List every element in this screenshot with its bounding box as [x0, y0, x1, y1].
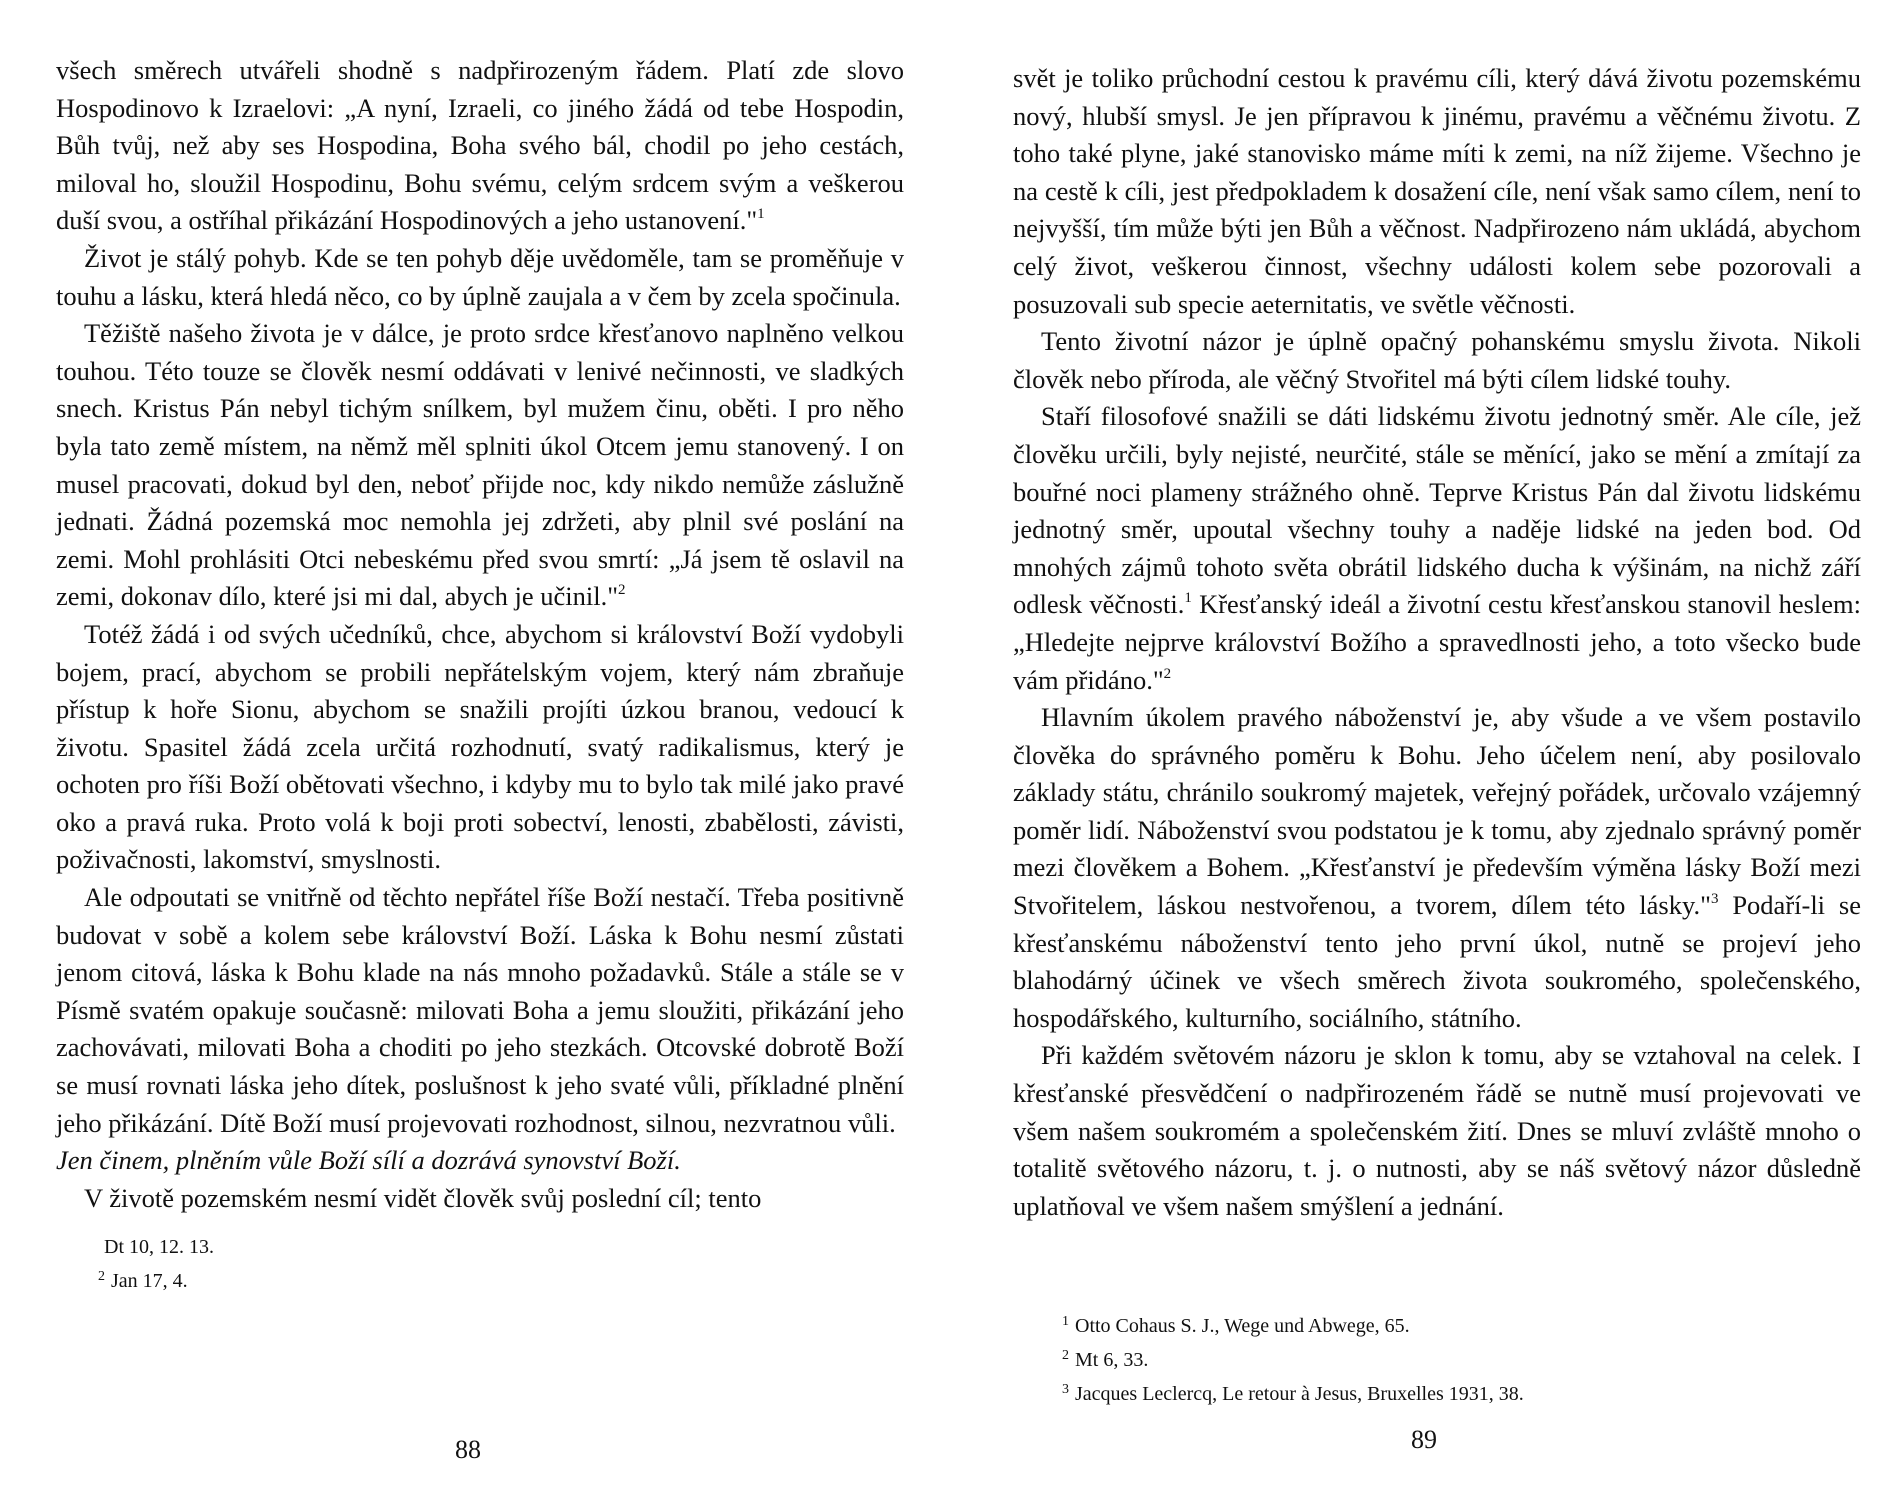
footnote-mark: 2: [1062, 1348, 1069, 1363]
footnote-reference: 1: [757, 206, 765, 223]
footnote: $^2$ Mt 6, 33.: [1062, 1348, 1149, 1371]
page-number: 88: [455, 1435, 481, 1464]
italic-line: Jen činem, plněním vůle Boží sílí a dozrává synovství Boží.: [56, 1145, 681, 1176]
footnote: $^2$ Jan 17, 4.: [98, 1269, 188, 1292]
paragraph: Život je stálý pohyb. Kde se ten pohyb děje uvědoměle, tam se proměňuje v touhu a lásku, která hledá něco, co by úplně zaujala a v čem by zcela spočinula.: [56, 242, 904, 311]
paragraph: všech směrech utvářeli shodně s nadpřirozeným řádem. Platí zde slovo Hospodinovo k Izraelovi: „A nyní, Izraeli, co jiného žádá od tebe Hospodin, Bůh tvůj, než aby ses Hospodina, Boha svého bál, chodil po jeho cestách, miloval ho, sloužil Hospodinu, Bohu svému, celým srdcem svým a veškerou duší svou, a ostříhal přikázání Hospodinových a jeho ustanovení."$^1$: [56, 55, 904, 236]
footnote-mark: 2: [98, 1269, 105, 1284]
footnotes: [98, 1228, 214, 1296]
footnote: Dt 10, 12. 13.: [104, 1236, 214, 1258]
footnotes: [1062, 1307, 1524, 1409]
right-page: [951, 0, 1902, 1500]
footnote-mark: 1: [1062, 1314, 1069, 1329]
left-page-body: [56, 52, 904, 1217]
page-number: 89: [1411, 1425, 1437, 1454]
footnote-mark: 3: [1062, 1382, 1069, 1397]
footnote: $^3$ Jacques Leclercq, Le retour à Jesus, Bruxelles 1931, 38.: [1062, 1382, 1524, 1405]
paragraph: Při každém světovém názoru je sklon k tomu, aby se vztahoval na celek. I křesťanské přesvědčení o nadpřirozeném řádě se nutně musí projevovati ve všem našem soukromém a společenském žití. Dnes se mluví zvláště mnoho o totalitě světového názoru, t. j. o nutnosti, aby se náš světový názor důsledně uplatňoval ve všem našem smýšlení a jednání.: [1013, 1040, 1861, 1221]
footnote: $^1$ Otto Cohaus S. J., Wege und Abwege, 65.: [1062, 1314, 1410, 1337]
paragraph: V životě pozemském nesmí vidět člověk svůj poslední cíl; tento: [84, 1182, 762, 1213]
paragraph: Totéž žádá i od svých učedníků, chce, abychom si království Boží vydobyli bojem, prací, abychom se probili nepřátelským vojem, který nám zbraňuje přístup k hoře Sionu, abychom se snažili projíti úzkou branou, vedoucí k životu. Spasitel žádá zcela určitá rozhodnutí, svatý radikalismus, který je ochoten pro říši Boží obětovati všechno, i kdyby mu to bylo tak milé jako pravé oko a pravá ruka. Proto volá k boji proti sobectví, lenosti, zbabělosti, závisti, poživačnosti, lakomství, smyslnosti.: [56, 618, 904, 875]
footnote-reference: 3: [1710, 891, 1719, 908]
paragraph: Staří filosofové snažili se dáti lidskému životu jednotný směr. Ale cíle, jež člověku určili, byly nejisté, neurčité, stále se měnící, jako se mění a zmítají za bouřné noci plameny strážného ohně. Teprve Kristus Pán dal životu lidskému jednotný směr, upoutal všechny touhy a naděje lidské na jeden bod. Od mnohých zájmů tohoto světa obrátil lidského ducha k výšinám, na nichž září odlesk věčnosti.$^1$ Křesťanský ideál a životní cestu křesťanskou stanovil heslem: „Hledejte nejprve království Božího a spravedlnosti jeho, a toto všecko bude vám přidáno."$^2$: [1013, 401, 1861, 695]
right-page-body: [1013, 60, 1861, 1225]
paragraph: Ale odpoutati se vnitřně od těchto nepřátel říše Boží nestačí. Třeba positivně budovat v sobě a kolem sebe království Boží. Láska k Bohu nesmí zůstati jenom citová, láska k Bohu klade na nás mnoho požadavků. Stále a stále se v Písmě svatém opakuje současně: milovati Boha a jemu sloužiti, přikázání jeho zachovávati, milovati Boha a choditi po jeho stezkách. Otcovské dobrotě Boží se musí rovnati láska jeho dítek, poslušnost k jeho svaté vůli, příkladné plnění jeho přikázání. Dítě Boží musí projevovati rozhodnost, silnou, nezvratnou vůli.: [56, 882, 904, 1138]
footnote-reference: 2: [618, 582, 626, 599]
paragraph: svět je toliko průchodní cestou k pravému cíli, který dává životu pozemskému nový, hlubší smysl. Je jen přípravou k jinému, pravému a věčnému životu. Z toho také plyne, jaké stanovisko máme míti k zemi, na níž žijeme. Všechno je na cestě k cíli, jest předpokladem k dosažení cíle, není však samo cílem, není to nejvyšší, tím může býti jen Bůh a věčnost. Nadpřirozeno nám ukládá, abychom celý život, veškerou činnost, všechny události kolem sebe pozorovali a posuzovali sub specie aeternitatis, ve světle věčnosti.: [1013, 63, 1861, 319]
footnote-reference: 1: [1184, 590, 1192, 607]
paragraph: Tento životní názor je úplně opačný pohanskému smyslu života. Nikoli člověk nebo příroda, ale věčný Stvořitel má býti cílem lidské touhy.: [1013, 326, 1861, 394]
paragraph: Těžiště našeho života je v dálce, je proto srdce křesťanovo naplněno velkou touhou. Této touze se člověk nesmí oddávati v lenivé nečinnosti, ve sladkých snech. Kristus Pán nebyl tichým snílkem, byl mužem činu, oběti. I pro něho byla tato země místem, na němž měl splniti úkol Otcem jemu stanovený. I on musel pracovati, dokud byl den, neboť přijde noc, kdy nikdo nemůže záslužně jednati. Žádná pozemská moc nemohla jej zdržeti, aby plnil své poslání na zemi. Mohl prohlásiti Otci nebeskému před svou smrtí: „Já jsem tě oslavil na zemi, dokonav dílo, které jsi mi dal, abych je učinil."$^2$: [56, 318, 904, 612]
footnote-reference: 2: [1163, 665, 1172, 682]
paragraph: Hlavním úkolem pravého náboženství je, aby všude a ve všem postavilo člověka do správného poměru k Bohu. Jeho účelem není, aby posilovalo základy státu, chránilo soukromý majetek, veřejný pořádek, určovalo vzájemný poměr lidí. Náboženství svou podstatou je k tomu, aby zjednalo správný poměr mezi člověkem a Bohem. „Křesťanství je především výměna lásky Boží mezi Stvořitelem, láskou nestvořenou, a tvorem, dílem této lásky."$^3$ Podaří-li se křesťanskému náboženství tento jeho první úkol, nutně se projeví jeho blahodárný účinek ve všech směrech života soukromého, společenského, hospodářského, kulturního, sociálního, státního.: [1013, 702, 1861, 1033]
